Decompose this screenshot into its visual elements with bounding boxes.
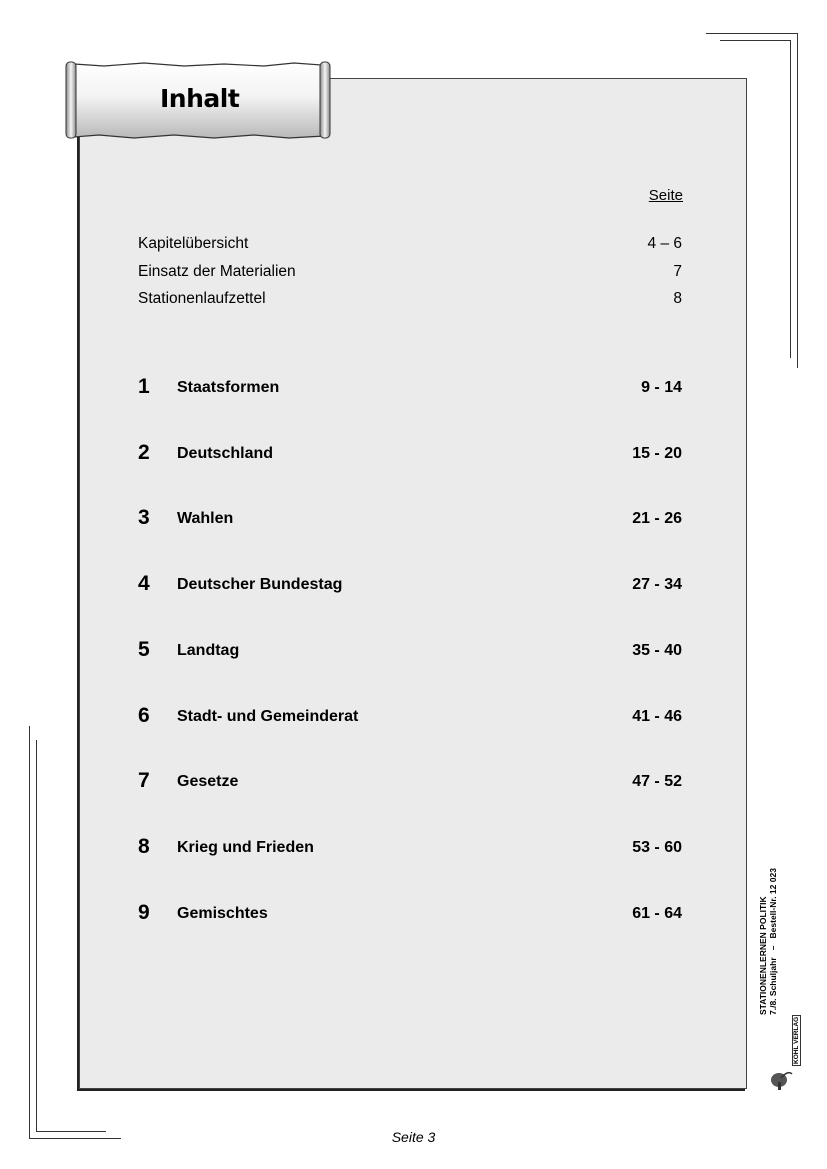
chapter-title: Krieg und Frieden bbox=[177, 839, 314, 856]
toc-chapter-row bbox=[138, 506, 682, 535]
toc-chapter-row bbox=[138, 769, 682, 798]
chapter-pages: 9 - 14 bbox=[641, 379, 682, 396]
toc-intro-label: Kapitelübersicht bbox=[138, 235, 249, 252]
publisher-logo bbox=[768, 1016, 800, 1092]
corner-line-top-horizontal-inner bbox=[720, 40, 790, 41]
toc-intro-row bbox=[138, 235, 682, 255]
chapter-number: 4 bbox=[138, 572, 150, 595]
chapter-number: 9 bbox=[138, 901, 150, 924]
chapter-number: 1 bbox=[138, 375, 150, 398]
toc-chapter-row bbox=[138, 901, 682, 930]
toc-chapter-row bbox=[138, 441, 682, 470]
side-credit-order: 7./8. Schuljahr – Bestell-Nr. 12 023 bbox=[768, 868, 778, 1015]
toc-intro-pages: 7 bbox=[673, 263, 682, 280]
side-credit bbox=[758, 835, 778, 1015]
side-credit-series: STATIONENLERNEN POLITIK bbox=[758, 896, 768, 1015]
toc-chapter-row bbox=[138, 704, 682, 733]
toc-intro-label: Stationenlaufzettel bbox=[138, 290, 266, 307]
corner-line-top-vertical bbox=[797, 33, 798, 368]
chapter-title: Stadt- und Gemeinderat bbox=[177, 708, 359, 725]
corner-line-bottom-vertical bbox=[29, 726, 30, 1139]
chapter-title: Staatsformen bbox=[177, 379, 280, 396]
chapter-number: 6 bbox=[138, 704, 150, 727]
chapter-number: 2 bbox=[138, 441, 150, 464]
chapter-number: 8 bbox=[138, 835, 150, 858]
toc-intro-label: Einsatz der Materialien bbox=[138, 263, 296, 280]
chapter-pages: 41 - 46 bbox=[632, 708, 682, 725]
corner-line-top-vertical-inner bbox=[790, 40, 791, 358]
chapter-title: Gemischtes bbox=[177, 905, 268, 922]
chapter-pages: 27 - 34 bbox=[632, 576, 682, 593]
chapter-title: Landtag bbox=[177, 642, 240, 659]
chapter-number: 5 bbox=[138, 638, 150, 661]
toc-intro-pages: 4 – 6 bbox=[647, 235, 682, 252]
toc-intro-pages: 8 bbox=[673, 290, 682, 307]
chapter-pages: 21 - 26 bbox=[632, 510, 682, 527]
chapter-pages: 15 - 20 bbox=[632, 445, 682, 462]
chapter-pages: 53 - 60 bbox=[632, 839, 682, 856]
corner-line-bottom-vertical-inner bbox=[36, 740, 37, 1132]
toc-chapter-row bbox=[138, 375, 682, 404]
chapter-title: Deutschland bbox=[177, 445, 274, 462]
publisher-logo-text: KOHL VERLAG bbox=[793, 1016, 800, 1064]
corner-line-top-horizontal bbox=[706, 33, 798, 34]
toc-intro-row bbox=[138, 290, 682, 310]
page-title: Inhalt bbox=[160, 84, 240, 113]
chapter-title: Deutscher Bundestag bbox=[177, 576, 343, 593]
chapter-number: 7 bbox=[138, 769, 150, 792]
page-footer: Seite 3 bbox=[391, 1129, 436, 1145]
toc-chapter-row bbox=[138, 835, 682, 864]
chapter-pages: 35 - 40 bbox=[632, 642, 682, 659]
chapter-title: Wahlen bbox=[177, 510, 234, 527]
page-column-header: Seite bbox=[648, 187, 683, 204]
toc-chapter-row bbox=[138, 572, 682, 601]
chapter-title: Gesetze bbox=[177, 773, 239, 790]
toc-chapter-row bbox=[138, 638, 682, 667]
chapter-number: 3 bbox=[138, 506, 150, 529]
chapter-pages: 47 - 52 bbox=[632, 773, 682, 790]
toc-intro-row bbox=[138, 263, 682, 283]
chapter-pages: 61 - 64 bbox=[632, 905, 682, 922]
